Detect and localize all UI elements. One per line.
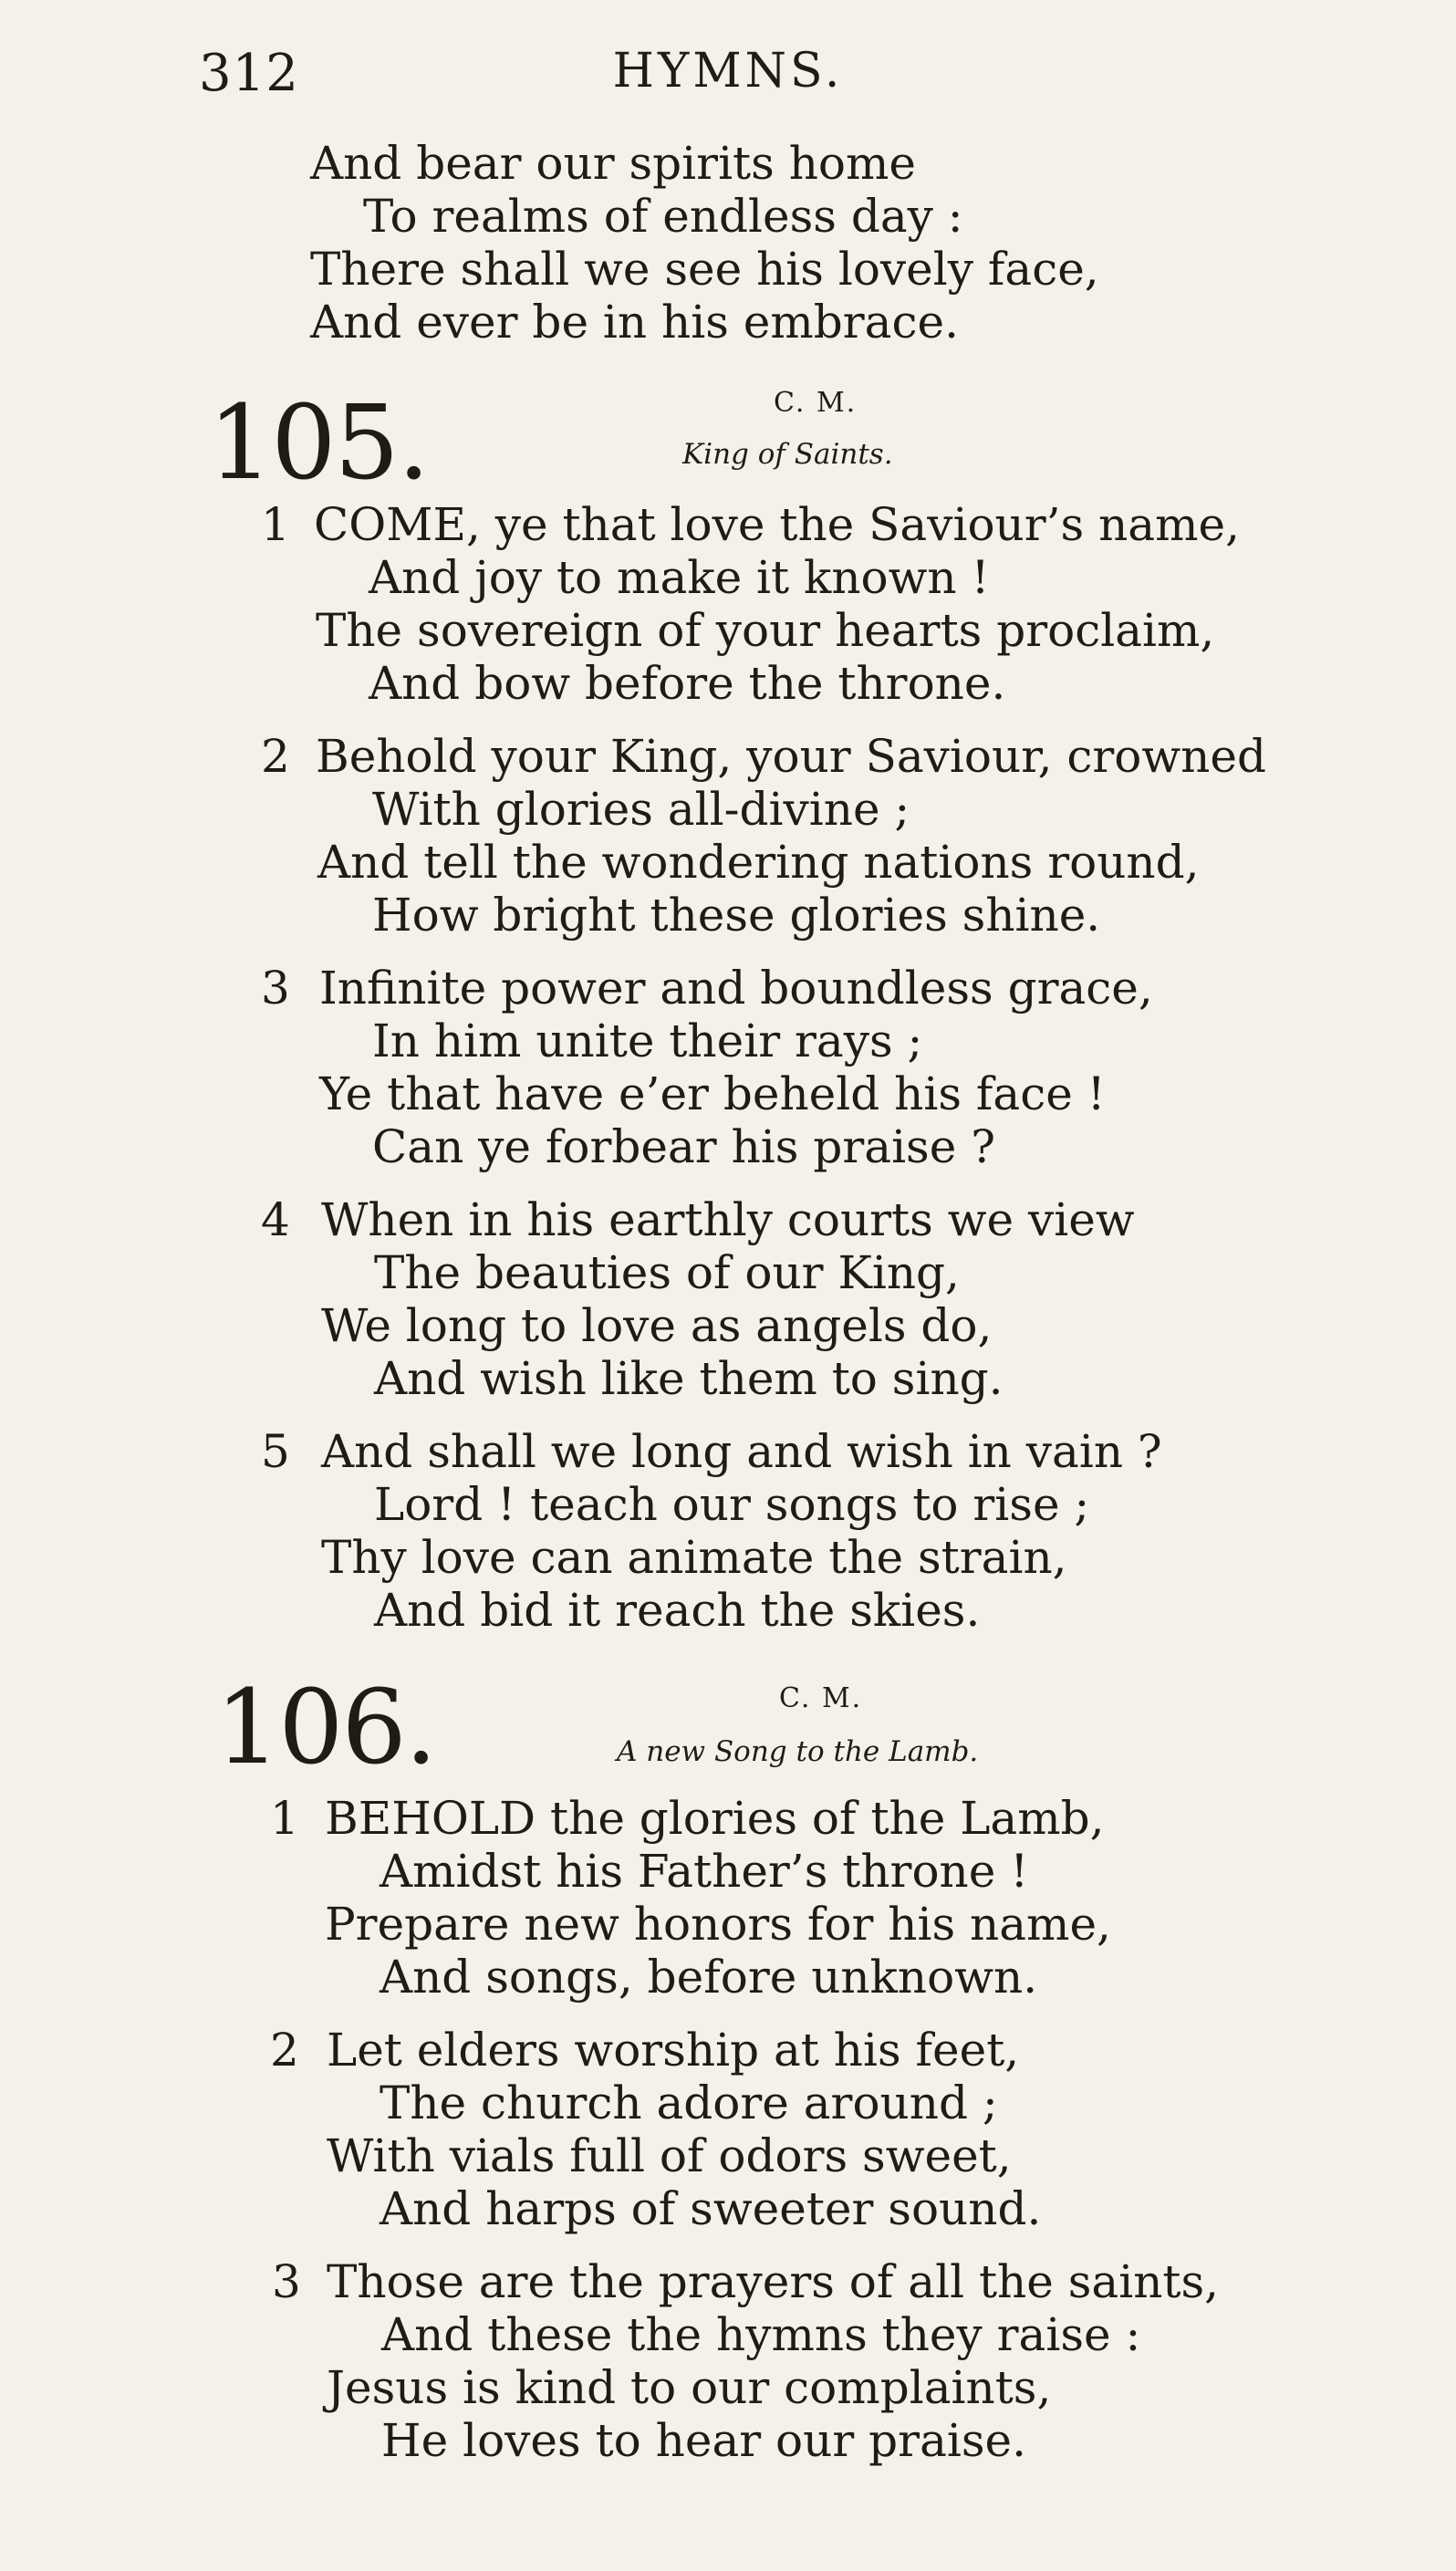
verse-line: Behold your King, your Saviour, crowned: [316, 730, 1266, 783]
page-number: 312: [199, 44, 299, 103]
hymn-number: 106.: [215, 1669, 436, 1787]
verse-line: Let elders worship at his feet,: [327, 2024, 1020, 2077]
verse-line: And bid it reach the skies.: [374, 1584, 981, 1637]
verse-line: The church adore around ;: [380, 2077, 998, 2129]
carryover-line: And ever be in his embrace.: [310, 296, 959, 349]
verse-line: The sovereign of your hearts proclaim,: [316, 604, 1215, 657]
hymn-meter: C. M.: [774, 387, 858, 419]
verse-line: COME, ye that love the Saviour’s name,: [314, 498, 1241, 551]
verse-line: And harps of sweeter sound.: [380, 2182, 1042, 2235]
verse-number: 1: [261, 498, 290, 551]
hymn-title: King of Saints.: [682, 438, 893, 471]
verse-line: In him unite their rays ;: [372, 1015, 923, 1067]
verse-line: Ye that have e’er beheld his face !: [319, 1067, 1106, 1120]
verse-number: 2: [270, 2024, 299, 2077]
verse-line: When in his earthly courts we view: [321, 1193, 1135, 1246]
carryover-line: There shall we see his lovely face,: [310, 243, 1099, 296]
carryover-line: To realms of endless day :: [363, 190, 963, 243]
running-head: HYMNS.: [612, 44, 844, 99]
verse-line: The beauties of our King,: [374, 1246, 960, 1299]
verse-number: 4: [261, 1193, 290, 1246]
verse-line: And these the hymns they raise :: [381, 2308, 1141, 2361]
verse-number: 3: [261, 962, 290, 1015]
verse-line: We long to love as angels do,: [321, 1299, 993, 1352]
verse-line: Lord ! teach our songs to rise ;: [374, 1478, 1090, 1531]
verse-line: Thy love can animate the strain,: [321, 1531, 1067, 1584]
hymn-title: A new Song to the Lamb.: [617, 1735, 979, 1768]
verse-line: And wish like them to sing.: [374, 1352, 1004, 1405]
verse-number: 5: [261, 1425, 290, 1478]
verse-line: Prepare new honors for his name,: [325, 1898, 1111, 1951]
verse-line: And shall we long and wish in vain ?: [321, 1425, 1162, 1478]
verse-number: 1: [270, 1792, 299, 1845]
verse-line: With glories all-divine ;: [372, 783, 910, 836]
verse-line: How bright these glories shine.: [372, 889, 1101, 942]
carryover-line: And bear our spirits home: [310, 137, 917, 190]
hymn-meter: C. M.: [779, 1682, 863, 1714]
verse-line: Amidst his Father’s throne !: [380, 1845, 1029, 1898]
verse-line: Can ye forbear his praise ?: [372, 1120, 996, 1173]
verse-line: Infinite power and boundless grace,: [319, 962, 1153, 1015]
verse-line: And joy to make it known !: [369, 551, 990, 604]
verse-line: And songs, before unknown.: [380, 1951, 1038, 2004]
verse-line: And tell the wondering nations round,: [317, 836, 1200, 889]
verse-number: 3: [272, 2255, 301, 2308]
verse-line: Jesus is kind to our complaints,: [327, 2361, 1052, 2414]
verse-line: With vials full of odors sweet,: [327, 2129, 1012, 2182]
verse-line: Those are the prayers of all the saints,: [327, 2255, 1220, 2308]
hymn-number: 105.: [208, 384, 429, 503]
verse-line: BEHOLD the glories of the Lamb,: [325, 1792, 1105, 1845]
verse-line: And bow before the throne.: [369, 657, 1006, 710]
verse-line: He loves to hear our praise.: [381, 2414, 1027, 2467]
verse-number: 2: [261, 730, 290, 783]
